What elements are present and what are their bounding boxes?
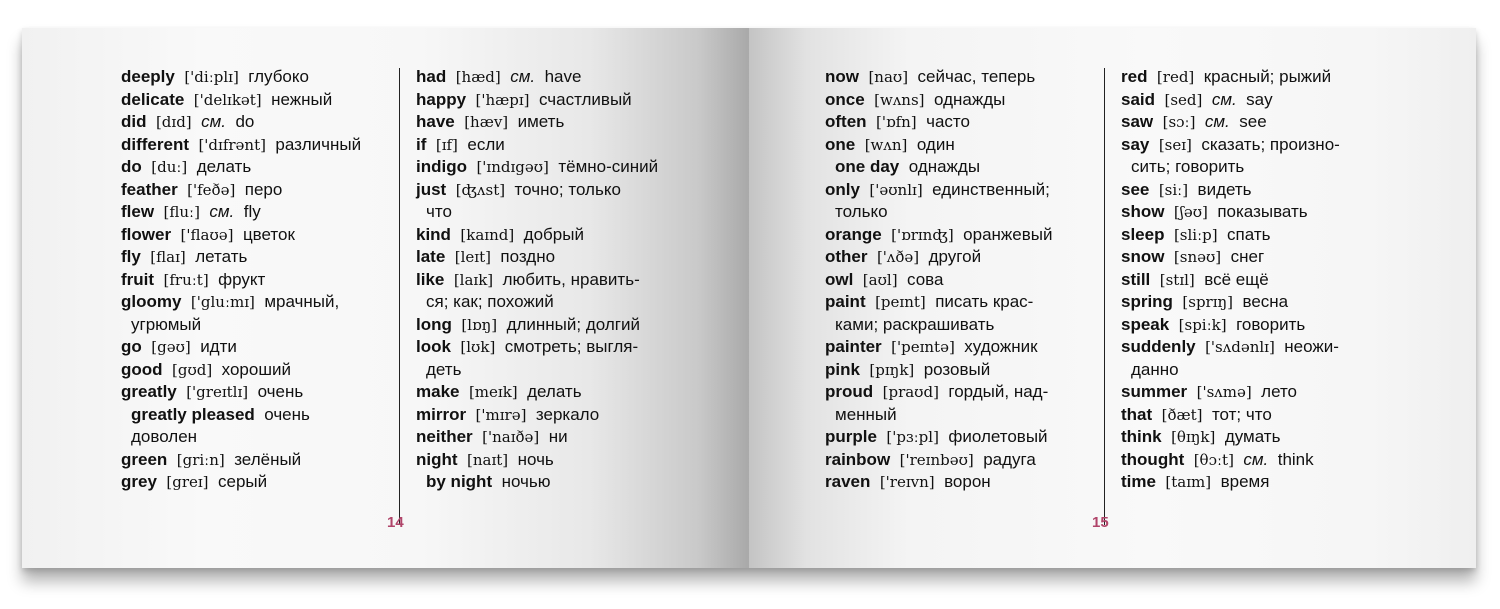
transcription: ['ɪndɪgəʊ] (476, 158, 549, 176)
entry-continuation (825, 156, 1052, 179)
headword: good (121, 359, 163, 379)
headword: proud (825, 382, 874, 401)
headword: spring (1121, 292, 1173, 311)
transcription: [ʃəʊ] (1173, 203, 1208, 221)
transcription: ['ʌðə] (876, 248, 920, 266)
translation: сова (907, 269, 944, 289)
transcription: [lɒŋ] (461, 315, 498, 334)
headword: night (416, 449, 458, 469)
translation: весна (1242, 292, 1289, 311)
dictionary-entry (416, 111, 658, 134)
dictionary-column (416, 66, 658, 494)
headword: that (1121, 404, 1153, 424)
headword: raven (825, 472, 871, 491)
transcription: [ðæt] (1161, 405, 1203, 424)
translation: сейчас, теперь (917, 67, 1036, 86)
translation: иметь (517, 112, 565, 131)
translation: видеть (1197, 179, 1252, 199)
dictionary-entry (416, 246, 658, 269)
translation: делать (527, 382, 582, 401)
headword: mirror (416, 404, 467, 424)
headword: if (416, 134, 427, 154)
translation: неожи- (1284, 337, 1339, 356)
page-left (22, 28, 749, 568)
translation: ночь (517, 449, 554, 469)
translation: ни (548, 427, 568, 446)
translation: различный (275, 134, 362, 154)
transcription: [naʊ] (868, 68, 909, 86)
translation: любить, нравить- (502, 269, 640, 289)
transcription: [stɪl] (1159, 270, 1195, 289)
translation: летать (195, 247, 248, 266)
dictionary-column (121, 66, 361, 494)
translation: глубоко (248, 67, 309, 86)
dictionary-entry (416, 134, 658, 157)
translation: менный (835, 404, 897, 424)
transcription: [fluː] (163, 203, 200, 221)
headword: thought (1121, 449, 1185, 469)
headword: indigo (416, 157, 467, 176)
transcription: ['sʌmə] (1196, 383, 1252, 401)
translation: другой (928, 247, 982, 266)
headword: owl (825, 269, 854, 289)
translation: ворон (944, 472, 991, 491)
transcription: [seɪ] (1158, 135, 1192, 154)
entry-continuation (825, 314, 1052, 337)
dictionary-entry (121, 179, 361, 202)
dictionary-entry (825, 359, 1052, 382)
headword: still (1121, 269, 1151, 289)
translation: показывать (1217, 202, 1308, 221)
dictionary-entry (825, 179, 1052, 202)
translation: снег (1230, 247, 1265, 266)
headword: delicate (121, 89, 185, 109)
transcription: ['hæpɪ] (475, 90, 530, 109)
translation: ками; раскрашивать (835, 314, 995, 334)
dictionary-entry (1121, 404, 1340, 427)
dictionary-entry (1121, 224, 1340, 247)
transcription: [kaɪnd] (460, 225, 515, 244)
open-book (22, 28, 1476, 568)
transcription: [leɪt] (454, 248, 491, 266)
entry-continuation (825, 404, 1052, 427)
reference-mark: см. (1243, 449, 1269, 469)
headword: red (1121, 67, 1148, 86)
dictionary-entry (121, 111, 361, 134)
headword: summer (1121, 382, 1188, 401)
dictionary-entry (121, 156, 361, 179)
transcription: [sliːp] (1173, 225, 1218, 244)
headword: time (1121, 472, 1156, 491)
headword: paint (825, 292, 866, 311)
transcription: [hæd] (455, 68, 501, 86)
translation: fly (243, 202, 261, 221)
translation: мрачный, (264, 292, 340, 311)
dictionary-entry (1121, 246, 1340, 269)
translation: тёмно-синий (558, 157, 659, 176)
transcription: [pɪŋk] (869, 360, 915, 379)
headword: purple (825, 427, 877, 446)
dictionary-entry (825, 291, 1052, 314)
transcription: [siː] (1158, 180, 1189, 199)
translation: только (835, 202, 888, 221)
transcription: [ɪf] (435, 135, 458, 154)
transcription: [wʌn] (864, 135, 908, 154)
reference-mark: см. (1204, 112, 1230, 131)
dictionary-entry (121, 246, 361, 269)
dictionary-entry (1121, 269, 1340, 292)
translation: лето (1261, 382, 1298, 401)
dictionary-entry (1121, 471, 1340, 494)
dictionary-column (1121, 66, 1340, 494)
headword: only (825, 179, 860, 199)
dictionary-entry (121, 134, 361, 157)
translation: длинный; долгий (506, 314, 640, 334)
translation: думать (1224, 427, 1281, 446)
dictionary-entry (416, 179, 658, 202)
translation: say (1246, 89, 1273, 109)
headword: saw (1121, 112, 1154, 131)
transcription: ['diːplɪ] (184, 68, 239, 86)
transcription: [lʊk] (460, 338, 496, 356)
entry-continuation (121, 426, 361, 449)
headword: fly (121, 247, 141, 266)
column-divider (399, 68, 400, 525)
translation: цветок (242, 224, 295, 244)
translation: точно; только (514, 179, 621, 199)
transcription: ['pɜːpl] (886, 428, 939, 446)
transcription: ['ɒfn] (876, 113, 917, 131)
transcription: [naɪt] (467, 450, 509, 469)
dictionary-entry (416, 66, 658, 89)
translation: смотреть; выгля- (504, 337, 639, 356)
dictionary-entry (1121, 336, 1340, 359)
translation: один (916, 134, 955, 154)
transcription: [ʤʌst] (455, 180, 506, 199)
dictionary-entry (825, 224, 1052, 247)
dictionary-entry (121, 66, 361, 89)
transcription: ['greɪtlɪ] (186, 383, 249, 401)
transcription: ['sʌdənlɪ] (1205, 338, 1275, 356)
dictionary-entry (1121, 179, 1340, 202)
dictionary-entry (416, 426, 658, 449)
headword: painter (825, 337, 882, 356)
headword: fruit (121, 269, 155, 289)
translation: тот; что (1211, 404, 1272, 424)
dictionary-entry (825, 269, 1052, 292)
transcription: ['feðə] (187, 180, 236, 199)
headword: rainbow (825, 449, 891, 469)
translation: зеркало (535, 404, 600, 424)
headword: happy (416, 89, 467, 109)
headword: suddenly (1121, 337, 1196, 356)
headword: flew (121, 202, 155, 221)
headword: said (1121, 89, 1156, 109)
headword: speak (1121, 314, 1170, 334)
transcription: [griːn] (176, 450, 225, 469)
entry-continuation (121, 404, 361, 427)
transcription: [greɪ] (166, 473, 209, 491)
headword: orange (825, 224, 882, 244)
entry-continuation (416, 201, 658, 224)
translation: делать (196, 157, 252, 176)
transcription: ['gluːmɪ] (190, 293, 255, 311)
translation: говорить (1236, 314, 1306, 334)
headword: grey (121, 472, 157, 491)
entry-continuation (416, 291, 658, 314)
headword: deeply (121, 67, 175, 86)
dictionary-entry (416, 314, 658, 337)
transcription: [wʌns] (874, 90, 925, 109)
headword: often (825, 112, 867, 131)
transcription: [duː] (151, 158, 188, 176)
dictionary-entry (121, 449, 361, 472)
transcription: ['peɪntə] (891, 338, 955, 356)
transcription: [snəʊ] (1173, 248, 1222, 266)
transcription: [fruːt] (163, 270, 209, 289)
translation: писать крас- (935, 292, 1034, 311)
transcription: ['reɪnbəʊ] (899, 450, 974, 469)
translation: поздно (500, 247, 556, 266)
translation: фиолетовый (948, 427, 1048, 446)
translation: серый (217, 472, 268, 491)
entry-continuation (416, 359, 658, 382)
reference-mark: см. (201, 112, 227, 131)
translation: однажды (933, 89, 1006, 109)
transcription: ['dɪfrənt] (198, 135, 266, 154)
dictionary-entry (121, 269, 361, 292)
dictionary-entry (1121, 134, 1340, 157)
headword: pink (825, 359, 860, 379)
headword: see (1121, 179, 1150, 199)
dictionary-entry (121, 359, 361, 382)
translation: если (467, 134, 505, 154)
transcription: ['naɪðə] (482, 428, 540, 446)
dictionary-entry (1121, 426, 1340, 449)
translation: think (1277, 449, 1314, 469)
dictionary-entry (825, 381, 1052, 404)
transcription: ['ɒrɪnʤ] (891, 225, 954, 244)
dictionary-entry (416, 404, 658, 427)
headword: show (1121, 202, 1165, 221)
translation: данно (1131, 359, 1179, 379)
page-right (749, 28, 1476, 568)
translation: идти (200, 337, 237, 356)
translation: перо (244, 179, 283, 199)
transcription: [dɪd] (155, 113, 192, 131)
headword: say (1121, 134, 1150, 154)
headword: have (416, 112, 455, 131)
headword: go (121, 337, 142, 356)
transcription: ['flaʊə] (180, 225, 234, 244)
dictionary-entry (1121, 89, 1340, 112)
dictionary-entry (825, 426, 1052, 449)
translation: розовый (923, 359, 991, 379)
dictionary-entry (1121, 66, 1340, 89)
headword: snow (1121, 247, 1165, 266)
headword: one day (835, 157, 900, 176)
dictionary-entry (121, 224, 361, 247)
transcription: [taɪm] (1165, 473, 1212, 491)
transcription: [θɪŋk] (1171, 428, 1216, 446)
headword: other (825, 247, 868, 266)
headword: by night (426, 472, 493, 491)
dictionary-entry (416, 269, 658, 292)
translation: угрюмый (131, 314, 202, 334)
dictionary-entry (825, 66, 1052, 89)
transcription: [hæv] (464, 113, 509, 131)
dictionary-entry (416, 381, 658, 404)
transcription: [sed] (1164, 90, 1203, 109)
translation: художник (964, 337, 1038, 356)
reference-mark: см. (209, 202, 235, 221)
entry-continuation (121, 314, 361, 337)
headword: kind (416, 224, 451, 244)
headword: think (1121, 427, 1162, 446)
transcription: [peɪnt] (875, 293, 926, 311)
dictionary-entry (121, 381, 361, 404)
entry-continuation (825, 201, 1052, 224)
translation: доволен (131, 427, 198, 446)
headword: did (121, 112, 147, 131)
translation: время (1220, 472, 1270, 491)
translation: do (235, 112, 255, 131)
headword: like (416, 269, 445, 289)
transcription: [gʊd] (172, 360, 213, 379)
transcription: ['delɪkət] (193, 90, 262, 109)
headword: greatly (121, 382, 177, 401)
transcription: [praʊd] (882, 383, 939, 401)
translation: спать (1227, 224, 1271, 244)
dictionary-entry (825, 449, 1052, 472)
headword: feather (121, 179, 178, 199)
headword: make (416, 382, 460, 401)
translation: see (1239, 112, 1267, 131)
translation: деть (426, 359, 462, 379)
transcription: ['mɪrə] (475, 405, 527, 424)
translation: часто (926, 112, 970, 131)
headword: had (416, 67, 447, 86)
headword: late (416, 247, 446, 266)
translation: добрый (523, 224, 584, 244)
dictionary-entry (1121, 201, 1340, 224)
transcription: [laɪk] (453, 270, 494, 289)
headword: green (121, 449, 168, 469)
translation: красный; рыжий (1203, 67, 1332, 86)
dictionary-entry (416, 336, 658, 359)
transcription: [flaɪ] (150, 248, 186, 266)
transcription: [spiːk] (1178, 315, 1227, 334)
headword: gloomy (121, 292, 182, 311)
dictionary-entry (825, 471, 1052, 494)
dictionary-entry (416, 89, 658, 112)
translation: ся; как; похожий (426, 292, 554, 311)
translation: счастливый (538, 89, 632, 109)
transcription: [sɔː] (1162, 113, 1196, 131)
dictionary-entry (121, 336, 361, 359)
headword: look (416, 337, 451, 356)
headword: sleep (1121, 224, 1165, 244)
dictionary-column (825, 66, 1052, 494)
dictionary-entry (825, 111, 1052, 134)
translation: всё ещё (1204, 269, 1269, 289)
transcription: [sprɪŋ] (1182, 293, 1234, 311)
transcription: [meɪk] (468, 383, 518, 401)
headword: just (416, 179, 447, 199)
translation: нежный (271, 89, 333, 109)
dictionary-entry (825, 89, 1052, 112)
dictionary-entry (825, 246, 1052, 269)
headword: one (825, 134, 856, 154)
dictionary-entry (1121, 111, 1340, 134)
transcription: [θɔːt] (1193, 450, 1234, 469)
headword: do (121, 157, 142, 176)
dictionary-entry (1121, 314, 1340, 337)
dictionary-entry (1121, 449, 1340, 472)
translation: единственный; (932, 179, 1050, 199)
transcription: ['əʊnlɪ] (869, 180, 923, 199)
translation: зелёный (234, 449, 302, 469)
headword: long (416, 314, 452, 334)
headword: different (121, 134, 189, 154)
transcription: [red] (1156, 68, 1195, 86)
dictionary-entry (1121, 381, 1340, 404)
translation: фрукт (218, 269, 266, 289)
dictionary-entry (121, 291, 361, 314)
translation: have (544, 67, 582, 86)
reference-mark: см. (1211, 89, 1237, 109)
transcription: [gəʊ] (151, 338, 191, 356)
dictionary-entry (825, 134, 1052, 157)
translation: очень (264, 404, 310, 424)
headword: neither (416, 427, 473, 446)
headword: greatly pleased (131, 404, 255, 424)
transcription: [aʊl] (862, 270, 898, 289)
page-number: 15 (1092, 514, 1109, 531)
dictionary-entry (416, 449, 658, 472)
translation: оранжевый (963, 224, 1053, 244)
translation: ночью (501, 472, 551, 491)
dictionary-entry (416, 224, 658, 247)
translation: сказать; произно- (1201, 134, 1340, 154)
translation: хороший (221, 359, 291, 379)
dictionary-entry (1121, 291, 1340, 314)
dictionary-entry (416, 156, 658, 179)
translation: очень (257, 382, 304, 401)
headword: once (825, 89, 865, 109)
entry-continuation (1121, 359, 1340, 382)
translation: гордый, над- (948, 382, 1049, 401)
translation: однажды (908, 157, 981, 176)
dictionary-entry (121, 471, 361, 494)
headword: flower (121, 224, 172, 244)
headword: now (825, 67, 859, 86)
transcription: ['reɪvn] (879, 473, 935, 491)
reference-mark: см. (510, 67, 536, 86)
translation: сить; говорить (1131, 157, 1245, 176)
column-divider (1104, 68, 1105, 525)
translation: радуга (983, 449, 1036, 469)
dictionary-entry (121, 89, 361, 112)
page-number: 14 (387, 514, 404, 531)
dictionary-entry (825, 336, 1052, 359)
translation: что (426, 202, 452, 221)
dictionary-entry (121, 201, 361, 224)
entry-continuation (1121, 156, 1340, 179)
entry-continuation (416, 471, 658, 494)
